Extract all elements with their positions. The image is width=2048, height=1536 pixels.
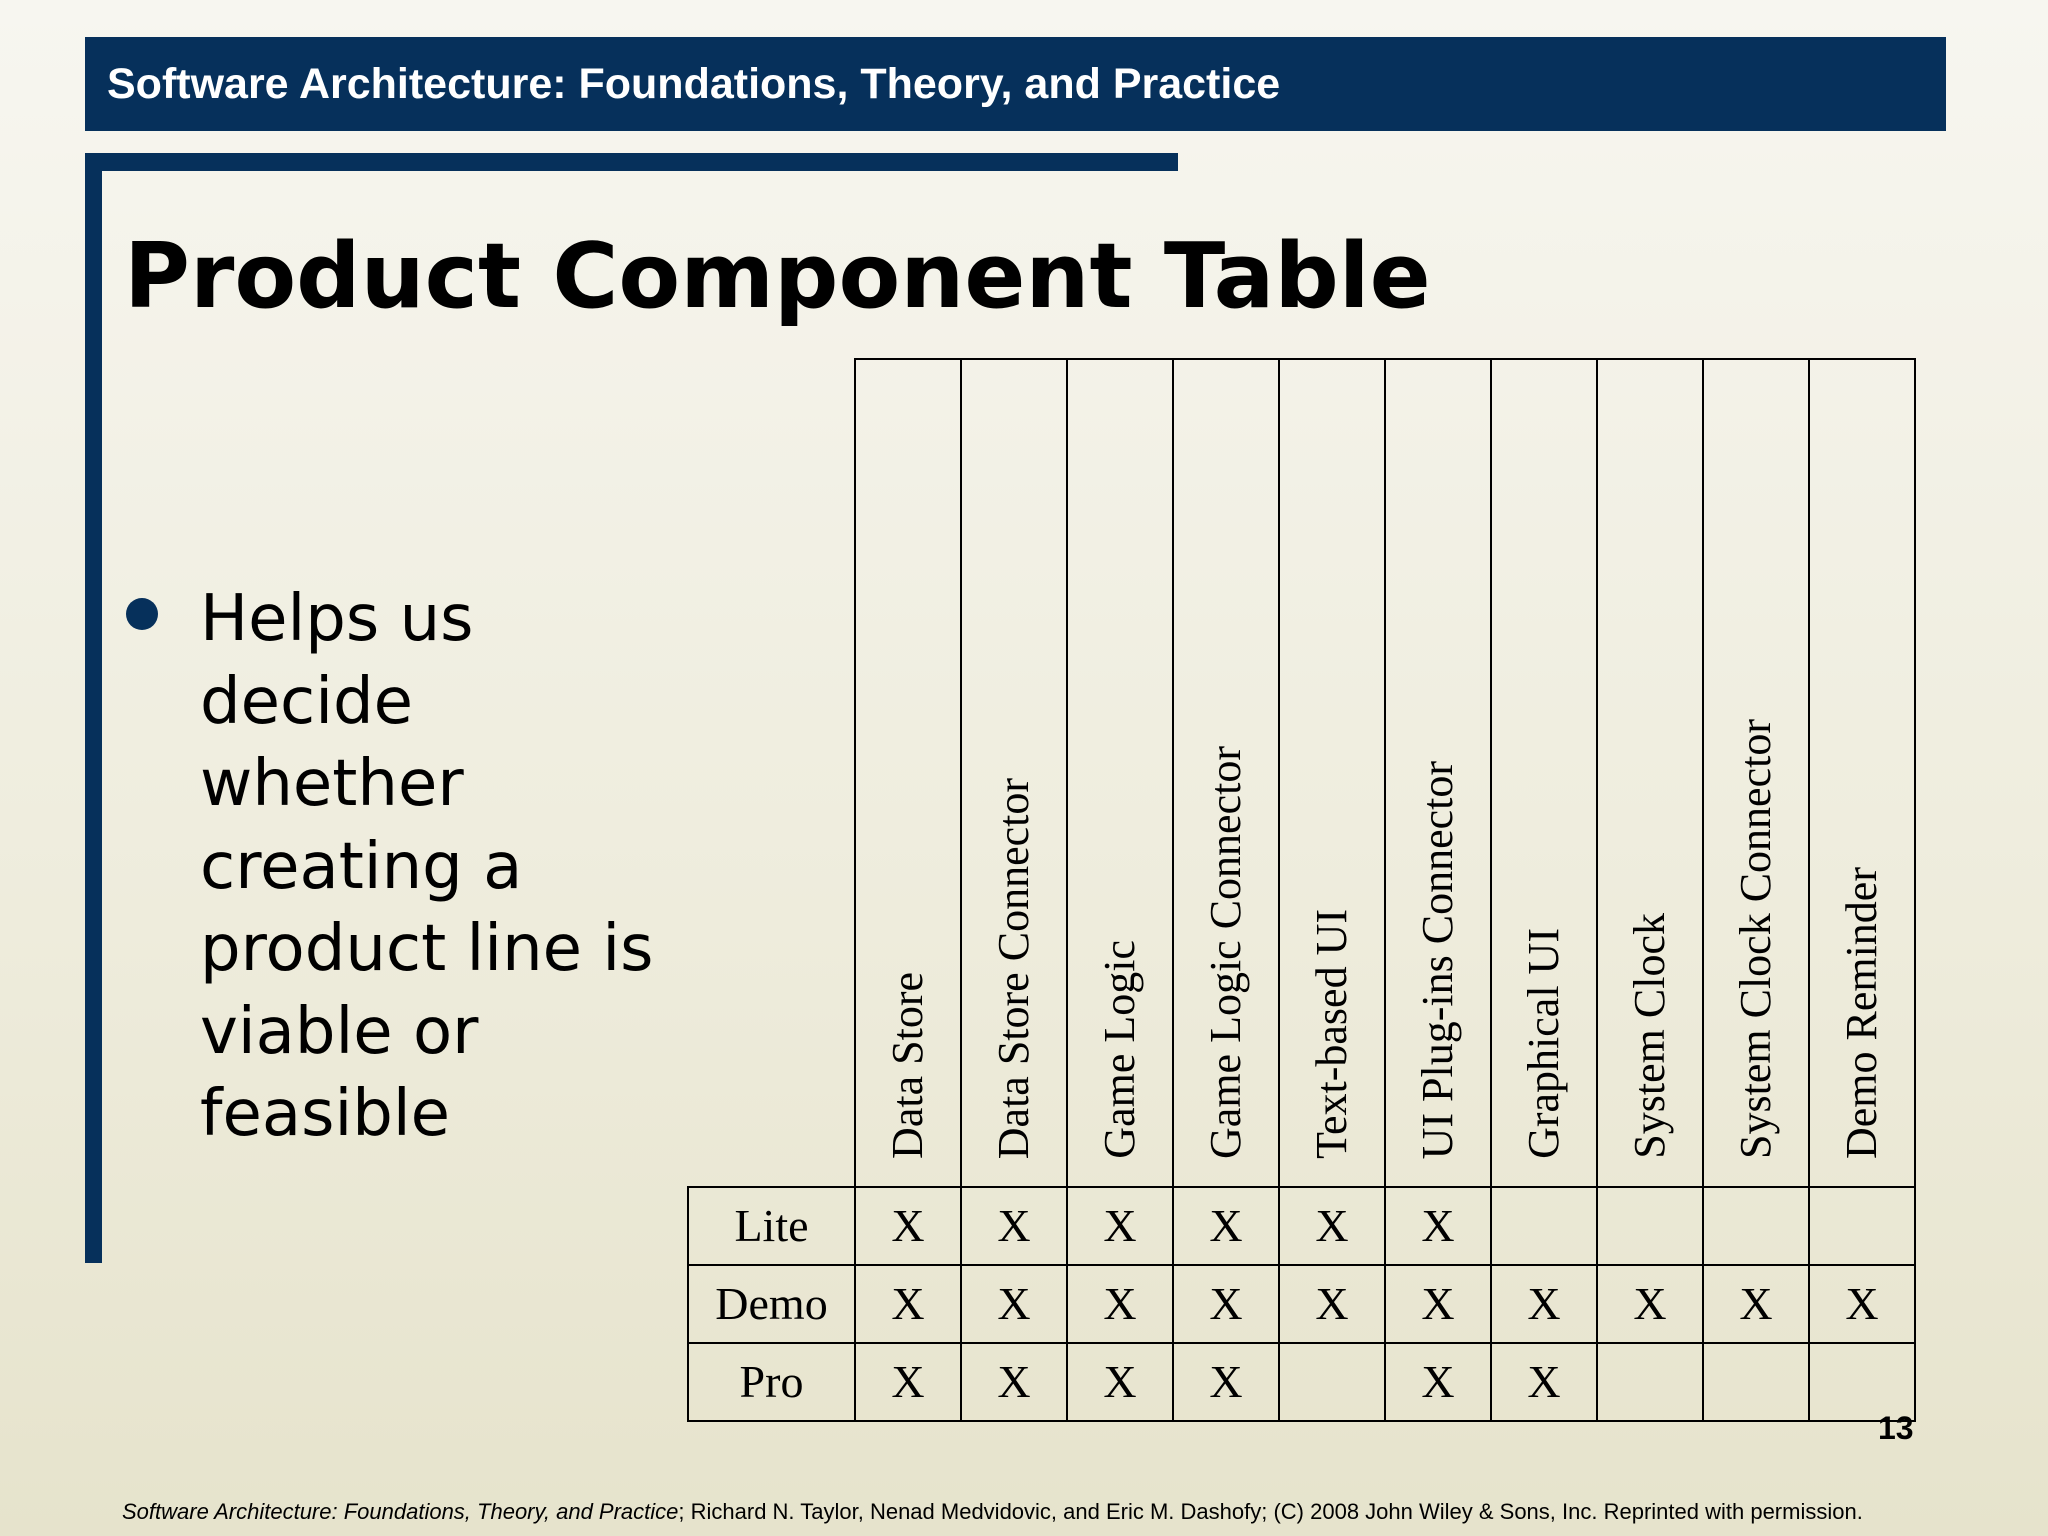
table-row bbox=[688, 1343, 1915, 1421]
table-cell: X bbox=[1067, 1343, 1173, 1421]
column-header bbox=[961, 359, 1067, 1187]
table-header-row bbox=[688, 359, 1915, 1187]
footer-book-title: Software Architecture: Foundations, Theory, and Practice bbox=[122, 1499, 679, 1524]
footer-citation bbox=[122, 1499, 1863, 1525]
table-cell: X bbox=[1279, 1187, 1385, 1265]
table-cell: X bbox=[1067, 1187, 1173, 1265]
table-cell: X bbox=[1173, 1265, 1279, 1343]
row-label: Lite bbox=[688, 1187, 855, 1265]
table-cell: X bbox=[1703, 1265, 1809, 1343]
table-cell bbox=[1279, 1343, 1385, 1421]
column-header-label: Graphical UI bbox=[1519, 928, 1568, 1159]
bullet-icon bbox=[126, 598, 158, 630]
table-cell: X bbox=[961, 1187, 1067, 1265]
row-label: Demo bbox=[688, 1265, 855, 1343]
page-number: 13 bbox=[1878, 1410, 1914, 1446]
table-row bbox=[688, 1265, 1915, 1343]
table-cell bbox=[1491, 1187, 1597, 1265]
column-header-label: Demo Reminder bbox=[1837, 866, 1886, 1159]
row-label: Pro bbox=[688, 1343, 855, 1421]
table-cell: X bbox=[1597, 1265, 1703, 1343]
table-cell: X bbox=[1067, 1265, 1173, 1343]
slide-title: Product Component Table bbox=[124, 224, 1431, 329]
column-header bbox=[1597, 359, 1703, 1187]
table-cell: X bbox=[1385, 1187, 1491, 1265]
table-cell: X bbox=[855, 1265, 961, 1343]
table-row bbox=[688, 1187, 1915, 1265]
column-header-label: Data Store Connector bbox=[989, 777, 1038, 1159]
table-cell bbox=[1597, 1187, 1703, 1265]
table-cell: X bbox=[1385, 1265, 1491, 1343]
column-header bbox=[1491, 359, 1597, 1187]
table-cell: X bbox=[1279, 1265, 1385, 1343]
column-header-label: Text-based UI bbox=[1307, 909, 1356, 1159]
column-header bbox=[1385, 359, 1491, 1187]
table-cell: X bbox=[1491, 1343, 1597, 1421]
table-cell bbox=[1597, 1343, 1703, 1421]
table-cell: X bbox=[1385, 1343, 1491, 1421]
column-header-label: UI Plug-ins Connector bbox=[1413, 760, 1462, 1159]
column-header-label: Data Store bbox=[883, 972, 932, 1159]
table-cell: X bbox=[1173, 1187, 1279, 1265]
column-header bbox=[1067, 359, 1173, 1187]
column-header bbox=[1809, 359, 1915, 1187]
table-cell: X bbox=[855, 1187, 961, 1265]
column-header bbox=[1279, 359, 1385, 1187]
table-cell: X bbox=[961, 1343, 1067, 1421]
title-accent-bar-left bbox=[85, 153, 102, 1263]
table-cell bbox=[1809, 1187, 1915, 1265]
table-cell: X bbox=[855, 1343, 961, 1421]
column-header bbox=[1703, 359, 1809, 1187]
column-header bbox=[1173, 359, 1279, 1187]
table-cell: X bbox=[1173, 1343, 1279, 1421]
column-header-label: System Clock Connector bbox=[1731, 719, 1780, 1159]
title-accent-bar-top bbox=[85, 153, 1178, 171]
column-header-label: Game Logic Connector bbox=[1201, 746, 1250, 1159]
table-corner bbox=[688, 359, 855, 1187]
product-component-table bbox=[687, 358, 1916, 1422]
column-header bbox=[855, 359, 961, 1187]
table-cell bbox=[1703, 1187, 1809, 1265]
table-cell: X bbox=[961, 1265, 1067, 1343]
column-header-label: Game Logic bbox=[1095, 940, 1144, 1159]
header-title: Software Architecture: Foundations, Theory, and Practice bbox=[85, 37, 1946, 131]
bullet-text: Helps us decide whether creating a product line is viable or feasible bbox=[200, 582, 654, 1151]
column-header-label: System Clock bbox=[1625, 913, 1674, 1159]
footer-credits: ; Richard N. Taylor, Nenad Medvidovic, and Eric M. Dashofy; (C) 2008 John Wiley & Sons, Inc. Reprinted with permission. bbox=[678, 1499, 1863, 1524]
table-cell bbox=[1703, 1343, 1809, 1421]
table-cell: X bbox=[1491, 1265, 1597, 1343]
table-cell: X bbox=[1809, 1265, 1915, 1343]
